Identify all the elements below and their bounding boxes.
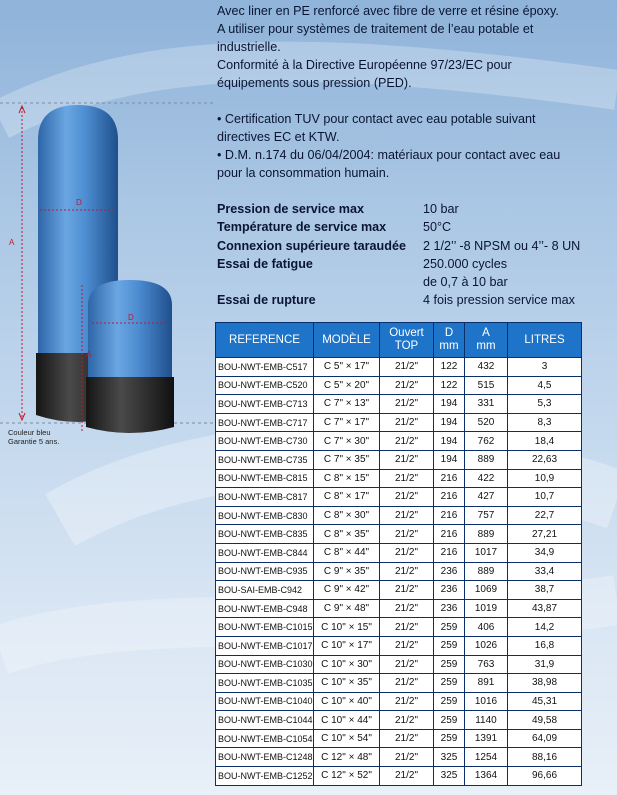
small-tank-base xyxy=(86,377,174,433)
cell-modele: C 8" × 44" xyxy=(314,543,380,562)
cell-ouvert-top: 21/2" xyxy=(380,655,434,674)
dimension-d-small-label: D xyxy=(128,313,134,322)
spec-row xyxy=(217,291,612,309)
cell-litres: 22,7 xyxy=(508,506,582,525)
certification-line: • D.M. n.174 du 06/04/2004: matériaux pour contact avec eau xyxy=(217,148,561,162)
cell-a-mm: 891 xyxy=(465,674,508,693)
intro-line: équipements sous pression (PED). xyxy=(217,76,412,90)
table-row xyxy=(216,450,582,469)
spec-value: 2 1/2’’ -8 NPSM ou 4’’- 8 UN xyxy=(423,238,581,253)
spec-row xyxy=(217,237,612,255)
certification-line: • Certification TUV pour contact avec eau potable suivant xyxy=(217,112,536,126)
cell-a-mm: 889 xyxy=(465,562,508,581)
dimension-a-small-label: A xyxy=(86,350,92,359)
cell-modele: C 12" × 52" xyxy=(314,767,380,786)
spec-label: Température de service max xyxy=(217,220,387,235)
cell-ouvert-top: 21/2" xyxy=(380,376,434,395)
cell-litres: 16,8 xyxy=(508,636,582,655)
cell-reference: BOU-NWT-EMB-C1044 xyxy=(216,711,314,730)
cell-ouvert-top: 21/2" xyxy=(380,692,434,711)
cell-d-mm: 194 xyxy=(434,450,465,469)
cell-litres: 3 xyxy=(508,358,582,377)
cell-litres: 38,7 xyxy=(508,581,582,600)
cell-reference: BOU-NWT-EMB-C1252 xyxy=(216,767,314,786)
cell-reference: BOU-NWT-EMB-C844 xyxy=(216,543,314,562)
table-row xyxy=(216,748,582,767)
cell-d-mm: 122 xyxy=(434,376,465,395)
cell-modele: C 10" × 15" xyxy=(314,618,380,637)
cell-modele: C 8" × 15" xyxy=(314,469,380,488)
cell-reference: BOU-NWT-EMB-C948 xyxy=(216,599,314,618)
table-row xyxy=(216,358,582,377)
table-row xyxy=(216,581,582,600)
cell-a-mm: 1254 xyxy=(465,748,508,767)
cell-modele: C 7" × 13" xyxy=(314,395,380,414)
spec-row xyxy=(217,255,612,273)
table-header-row xyxy=(216,323,582,358)
cell-a-mm: 432 xyxy=(465,358,508,377)
cell-d-mm: 194 xyxy=(434,395,465,414)
cell-d-mm: 236 xyxy=(434,599,465,618)
table-row xyxy=(216,692,582,711)
cell-a-mm: 763 xyxy=(465,655,508,674)
table-row xyxy=(216,432,582,451)
small-tank-body xyxy=(88,280,172,380)
cell-modele: C 10" × 35" xyxy=(314,674,380,693)
cell-reference: BOU-NWT-EMB-C830 xyxy=(216,506,314,525)
cell-reference: BOU-NWT-EMB-C1017 xyxy=(216,636,314,655)
spec-value: 10 bar xyxy=(423,202,459,216)
cell-ouvert-top: 21/2" xyxy=(380,525,434,544)
spec-row xyxy=(217,273,612,291)
intro-line: Avec liner en PE renforcé avec fibre de verre et résine époxy. xyxy=(217,4,559,18)
certification-line: directives EC et KTW. xyxy=(217,130,340,144)
cell-litres: 14,2 xyxy=(508,618,582,637)
spec-value: de 0,7 à 10 bar xyxy=(423,275,508,290)
pressure-vessel-diagram xyxy=(0,95,215,455)
cell-ouvert-top: 21/2" xyxy=(380,562,434,581)
cell-ouvert-top: 21/2" xyxy=(380,711,434,730)
cell-litres: 5,3 xyxy=(508,395,582,414)
cell-a-mm: 1019 xyxy=(465,599,508,618)
cell-a-mm: 406 xyxy=(465,618,508,637)
cell-reference: BOU-NWT-EMB-C713 xyxy=(216,395,314,414)
dimension-d-label: D xyxy=(76,198,82,207)
table-row xyxy=(216,488,582,507)
cell-litres: 10,9 xyxy=(508,469,582,488)
cell-litres: 43,87 xyxy=(508,599,582,618)
cell-ouvert-top: 21/2" xyxy=(380,358,434,377)
cell-reference: BOU-NWT-EMB-C717 xyxy=(216,413,314,432)
cell-ouvert-top: 21/2" xyxy=(380,506,434,525)
cell-litres: 49,58 xyxy=(508,711,582,730)
cell-litres: 38,98 xyxy=(508,674,582,693)
cell-modele: C 7" × 35" xyxy=(314,450,380,469)
table-row xyxy=(216,674,582,693)
cell-a-mm: 1016 xyxy=(465,692,508,711)
table-row xyxy=(216,525,582,544)
cell-reference: BOU-NWT-EMB-C935 xyxy=(216,562,314,581)
cell-reference: BOU-NWT-EMB-C1040 xyxy=(216,692,314,711)
table-row xyxy=(216,376,582,395)
tank-caption xyxy=(8,428,59,446)
table-row xyxy=(216,506,582,525)
cell-reference: BOU-NWT-EMB-C517 xyxy=(216,358,314,377)
cell-ouvert-top: 21/2" xyxy=(380,767,434,786)
col-a-mm: A mm xyxy=(465,323,508,358)
table-row xyxy=(216,543,582,562)
cell-litres: 31,9 xyxy=(508,655,582,674)
col-d-mm: D mm xyxy=(434,323,465,358)
table-row xyxy=(216,618,582,637)
cell-reference: BOU-NWT-EMB-C730 xyxy=(216,432,314,451)
cell-ouvert-top: 21/2" xyxy=(380,488,434,507)
cell-modele: C 10" × 44" xyxy=(314,711,380,730)
cell-a-mm: 1364 xyxy=(465,767,508,786)
cell-a-mm: 762 xyxy=(465,432,508,451)
cell-litres: 4,5 xyxy=(508,376,582,395)
col-ouvert-top: Ouvert TOP xyxy=(380,323,434,358)
cell-ouvert-top: 21/2" xyxy=(380,636,434,655)
cell-a-mm: 1140 xyxy=(465,711,508,730)
cell-modele: C 8" × 17" xyxy=(314,488,380,507)
cell-litres: 27,21 xyxy=(508,525,582,544)
cell-a-mm: 422 xyxy=(465,469,508,488)
caption-warranty: Garantie 5 ans. xyxy=(8,437,60,446)
cell-reference: BOU-NWT-EMB-C1015 xyxy=(216,618,314,637)
cell-modele: C 7" × 17" xyxy=(314,413,380,432)
col-litres: LITRES xyxy=(508,323,582,358)
cell-ouvert-top: 21/2" xyxy=(380,748,434,767)
cell-reference: BOU-NWT-EMB-C735 xyxy=(216,450,314,469)
certification-line: pour la consommation humain. xyxy=(217,166,390,180)
cell-litres: 18,4 xyxy=(508,432,582,451)
dimension-a-label: A xyxy=(9,238,15,247)
cell-d-mm: 259 xyxy=(434,674,465,693)
spec-label: Essai de fatigue xyxy=(217,256,313,271)
cell-litres: 8,3 xyxy=(508,413,582,432)
cell-d-mm: 259 xyxy=(434,711,465,730)
cell-modele: C 8" × 30" xyxy=(314,506,380,525)
cell-reference: BOU-NWT-EMB-C1030 xyxy=(216,655,314,674)
table-row xyxy=(216,562,582,581)
intro-line: industrielle. xyxy=(217,40,281,54)
cell-ouvert-top: 21/2" xyxy=(380,618,434,637)
cell-d-mm: 325 xyxy=(434,767,465,786)
cell-d-mm: 259 xyxy=(434,636,465,655)
reference-table xyxy=(215,322,582,786)
caption-color: Couleur bleu xyxy=(8,428,51,437)
cell-d-mm: 259 xyxy=(434,729,465,748)
cell-reference: BOU-NWT-EMB-C815 xyxy=(216,469,314,488)
cell-ouvert-top: 21/2" xyxy=(380,543,434,562)
col-reference: REFERENCE xyxy=(216,323,314,358)
intro-line: A utiliser pour systèmes de traitement de l’eau potable et xyxy=(217,22,534,36)
cell-d-mm: 236 xyxy=(434,562,465,581)
spec-label: Connexion supérieure taraudée xyxy=(217,238,406,253)
cell-a-mm: 757 xyxy=(465,506,508,525)
cell-a-mm: 515 xyxy=(465,376,508,395)
cell-modele: C 8" × 35" xyxy=(314,525,380,544)
cell-modele: C 9" × 48" xyxy=(314,599,380,618)
cell-litres: 64,09 xyxy=(508,729,582,748)
cell-reference: BOU-NWT-EMB-C1035 xyxy=(216,674,314,693)
cell-d-mm: 236 xyxy=(434,581,465,600)
cell-ouvert-top: 21/2" xyxy=(380,674,434,693)
cell-litres: 22,63 xyxy=(508,450,582,469)
cell-litres: 33,4 xyxy=(508,562,582,581)
table-row xyxy=(216,655,582,674)
cell-a-mm: 1026 xyxy=(465,636,508,655)
cell-d-mm: 216 xyxy=(434,488,465,507)
cell-d-mm: 325 xyxy=(434,748,465,767)
spec-row xyxy=(217,218,612,236)
product-description xyxy=(217,2,612,182)
spec-label: Essai de rupture xyxy=(217,293,316,308)
cell-ouvert-top: 21/2" xyxy=(380,469,434,488)
cell-reference: BOU-NWT-EMB-C1054 xyxy=(216,729,314,748)
cell-reference: BOU-NWT-EMB-C1248 xyxy=(216,748,314,767)
cell-litres: 45,31 xyxy=(508,692,582,711)
spec-value: 4 fois pression service max xyxy=(423,293,575,308)
cell-litres: 34,9 xyxy=(508,543,582,562)
cell-litres: 10,7 xyxy=(508,488,582,507)
cell-reference: BOU-NWT-EMB-C817 xyxy=(216,488,314,507)
cell-modele: C 10" × 17" xyxy=(314,636,380,655)
cell-modele: C 9" × 42" xyxy=(314,581,380,600)
cell-d-mm: 259 xyxy=(434,618,465,637)
table-row xyxy=(216,711,582,730)
cell-modele: C 9" × 35" xyxy=(314,562,380,581)
cell-litres: 96,66 xyxy=(508,767,582,786)
cell-modele: C 10" × 40" xyxy=(314,692,380,711)
table-row xyxy=(216,599,582,618)
cell-d-mm: 122 xyxy=(434,358,465,377)
cell-a-mm: 1069 xyxy=(465,581,508,600)
cell-ouvert-top: 21/2" xyxy=(380,432,434,451)
cell-d-mm: 259 xyxy=(434,655,465,674)
spec-label: Pression de service max xyxy=(217,202,365,216)
table-row xyxy=(216,767,582,786)
table-row xyxy=(216,395,582,414)
cell-ouvert-top: 21/2" xyxy=(380,599,434,618)
cell-d-mm: 216 xyxy=(434,525,465,544)
cell-a-mm: 520 xyxy=(465,413,508,432)
cell-litres: 88,16 xyxy=(508,748,582,767)
cell-ouvert-top: 21/2" xyxy=(380,450,434,469)
cell-a-mm: 1017 xyxy=(465,543,508,562)
cell-reference: BOU-NWT-EMB-C835 xyxy=(216,525,314,544)
cell-d-mm: 194 xyxy=(434,413,465,432)
spec-label xyxy=(217,273,423,291)
cell-ouvert-top: 21/2" xyxy=(380,729,434,748)
table-row xyxy=(216,729,582,748)
cell-d-mm: 194 xyxy=(434,432,465,451)
cell-a-mm: 1391 xyxy=(465,729,508,748)
intro-line: Conformité à la Directive Européenne 97/23/EC pour xyxy=(217,58,512,72)
cell-ouvert-top: 21/2" xyxy=(380,395,434,414)
cell-modele: C 5" × 20" xyxy=(314,376,380,395)
spec-value: 50°C xyxy=(423,220,452,235)
cell-reference: BOU-SAI-EMB-C942 xyxy=(216,581,314,600)
cell-modele: C 5" × 17" xyxy=(314,358,380,377)
cell-d-mm: 216 xyxy=(434,469,465,488)
cell-reference: BOU-NWT-EMB-C520 xyxy=(216,376,314,395)
table-row xyxy=(216,636,582,655)
cell-ouvert-top: 21/2" xyxy=(380,581,434,600)
table-row xyxy=(216,469,582,488)
table-row xyxy=(216,413,582,432)
cell-d-mm: 216 xyxy=(434,543,465,562)
specifications xyxy=(217,200,612,310)
cell-a-mm: 889 xyxy=(465,525,508,544)
cell-d-mm: 216 xyxy=(434,506,465,525)
spec-value: 250.000 cycles xyxy=(423,256,508,271)
cell-a-mm: 889 xyxy=(465,450,508,469)
col-modele: MODÈLE xyxy=(314,323,380,358)
spec-row xyxy=(217,200,612,218)
cell-a-mm: 427 xyxy=(465,488,508,507)
cell-modele: C 10" × 54" xyxy=(314,729,380,748)
cell-modele: C 10" × 30" xyxy=(314,655,380,674)
cell-ouvert-top: 21/2" xyxy=(380,413,434,432)
cell-d-mm: 259 xyxy=(434,692,465,711)
cell-a-mm: 331 xyxy=(465,395,508,414)
cell-modele: C 12" × 48" xyxy=(314,748,380,767)
cell-modele: C 7" × 30" xyxy=(314,432,380,451)
